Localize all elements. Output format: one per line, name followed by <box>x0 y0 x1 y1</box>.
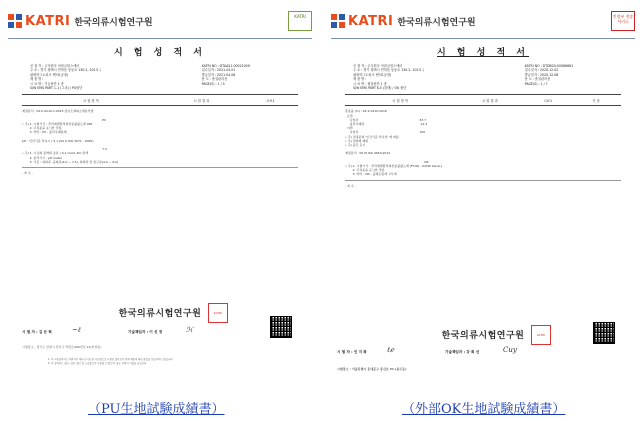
accreditation-badge: 인정부 전송서비스 <box>611 11 635 31</box>
meta-line: 주 소 : 경기 평택시 안하읍 동동로 130-2, 101호 ( <box>30 68 101 73</box>
brand-korean: 한국의류시험연구원 <box>74 17 153 28</box>
meta-line: 발급일자 : 2020.12.08 <box>524 72 559 77</box>
signer-label: 시 험 자 : 인 지 화 <box>337 350 367 354</box>
meta-right-column <box>202 64 290 90</box>
approver-label: 기술책임자 : 강 희 선 <box>445 350 480 354</box>
results-body <box>345 109 621 176</box>
test-location: 시험장소 : 서울특별시 동대문구 홍신로 51 (용두동) <box>337 367 407 371</box>
meta-line: 용 도 : 품질관리용 <box>524 77 551 82</box>
meta-line: 용 도 : 품질관리용 <box>201 77 228 82</box>
result-line: OR <box>345 159 429 164</box>
header-divider <box>8 38 312 39</box>
red-seal-stamp: KATRI <box>531 325 551 345</box>
result-line: 2. 분석기기 : pH meter <box>22 155 63 160</box>
result-line: 재질분석 : KS M ISO 4650:2012 <box>345 151 391 156</box>
col-test-item: 시 험 항 목 <box>83 98 99 103</box>
red-seal-stamp: KATRI <box>208 303 228 323</box>
result-line: 혼용률 (%) : KS K 0210:2016 <box>345 109 387 114</box>
result-line: 2. 주성분을 표시한 것임. <box>22 126 63 131</box>
meta-left-column <box>353 64 478 90</box>
right-document <box>331 6 635 389</box>
result-line: • 주) 1. 시험기기 : 푸리에변환적외선분광광도계 (FT-IR) - KATRI Library <box>345 164 443 169</box>
continue-note: - 계 속 - <box>22 171 33 176</box>
meta-line: 제 품 명 : <box>30 77 44 82</box>
result-line: 표면 <box>345 113 353 118</box>
meta-line: KATRI NO : DTAA21-00021009 <box>201 64 250 68</box>
katri-logo-icon <box>8 14 22 28</box>
right-caption: （外部OK生地試験成績書） <box>402 402 566 417</box>
meta-line: 광평하그노파크 벤처1공장) <box>30 72 69 77</box>
meta-line: 신 청 자 : 주식회사 아라클럽스에어 <box>353 64 403 68</box>
institute-name: 한국의류시험연구원 <box>441 331 525 341</box>
continue-note: - 계 속 - <box>345 183 356 188</box>
approver-label: 기술책임자 : 이 선 정 <box>128 330 163 334</box>
section-divider <box>345 180 621 181</box>
result-line: 나일론 100 <box>345 130 426 135</box>
fine-print-line: 2. 이 성적서는 홍보, 선전, 광고 및 소송용으로 사용될 수 없으며, 용도 이외의 사용을 금합니다. <box>48 361 148 365</box>
result-line: • 주) 결과값의 '인건기준 부속서' 에 따름. <box>345 134 400 139</box>
result-line: 이면 <box>345 126 353 131</box>
result-line: 폴리우레탄 12.3 <box>345 122 428 127</box>
col-sample: 시료1 <box>266 98 275 103</box>
test-location: 시험장소 : 경기도 안양시 만안구 박달로486번길 12(안양동) <box>22 345 102 349</box>
result-line: • 주) 1. 시료의 용액의 총류 ( 0.1 mol/L KCl 용액 <box>22 151 89 156</box>
result-line: 3. 기준 : 내의류, 중의류(4.0 ~ 7.5), 외의류 및 침구류(4.0 ~ 9.0) <box>22 159 119 164</box>
meta-line: 광평하그노파크 벤처1공장) <box>353 72 392 77</box>
approver-signature: Cuy <box>503 346 517 354</box>
meta-block <box>331 64 635 90</box>
meta-line: 주 소 : 경기 평택시 안하읍 동동로 130-2, 101호 ( <box>353 68 424 73</box>
result-line: pH : 인산기준 부속시 ( 5.1 (KS K ISO 3071 : 2005) <box>22 138 94 143</box>
results-header <box>22 94 298 106</box>
results-body <box>22 109 298 164</box>
brand-name: KATRI <box>25 13 71 29</box>
right-header <box>331 6 635 36</box>
col-test-item: 시 험 항 목 <box>392 98 409 103</box>
col-test-result: 시 험 결 과 <box>193 98 210 103</box>
katri-logo-icon <box>331 14 345 28</box>
qr-code <box>270 316 292 338</box>
result-line: 3. 약어 : OR - 올레포린계 고무계 <box>345 172 397 177</box>
results-header <box>345 94 621 106</box>
left-caption: （PU生地試験成績書） <box>88 402 225 417</box>
left-header <box>8 6 312 36</box>
signer-signature: ~ℓ <box>72 326 81 334</box>
document-title: 시 험 성 적 서 <box>436 48 529 58</box>
result-line: 나일론 67.7 <box>345 117 427 122</box>
meta-line: 접수일자 : 2020.12.02 <box>524 68 559 73</box>
qr-code <box>593 322 615 344</box>
meta-line: 접수일자 : 2021.04.01 <box>201 68 236 73</box>
result-line: 7.2 <box>22 147 107 152</box>
result-line: PU <box>22 117 107 122</box>
result-line: • 주) 접착제 제외 <box>345 138 369 143</box>
col-test-result: 시 험 결 과 <box>481 98 498 103</box>
document-title: 시 험 성 적 서 <box>113 48 206 58</box>
result-line: 3. 약어 : PU - 폴리우레탄계 <box>22 130 67 135</box>
signer-signature: ℓℯ <box>387 346 395 354</box>
result-line: • 주) 1. 시험기기 : 푸리에변환적외선분광광도계 ATR <box>22 122 93 127</box>
meta-line: 제 품 명 : <box>353 77 367 82</box>
meta-block <box>8 64 312 90</box>
meta-line: PAGE(S) : 1 / 5 <box>201 81 225 86</box>
meta-line: S/W EMS PART K-5 (블랙) / OK 원단 <box>353 86 407 91</box>
section-divider <box>22 167 298 168</box>
approver-signature: ℋ <box>186 326 193 334</box>
meta-line: 시 료 명 : 기능원단 1 종 <box>30 81 64 86</box>
result-line: 2. 주성분을 표시한 것임. <box>345 168 386 173</box>
col-criteria: 기 준 <box>592 98 600 103</box>
fine-print <box>48 358 278 365</box>
header-divider <box>331 38 635 39</box>
col-sample: 시료1 <box>543 98 553 103</box>
meta-line: KATRI NO : DTDB20-00086661 <box>524 64 574 68</box>
meta-line: PAGE(S) : 1 / 7 <box>524 81 548 86</box>
meta-right-column <box>525 64 613 90</box>
meta-line: 발급일자 : 2021.04.08 <box>201 72 236 77</box>
institute-name: 한국의류시험연구원 <box>118 309 202 319</box>
meta-line: 신 청 자 : 주식회사 아라클럽스에어 <box>30 64 80 68</box>
result-line: • 주) 중건 표시 <box>345 143 366 148</box>
meta-line: S/W EMS PART 1-1 (그리) / PU원단 <box>30 86 83 91</box>
brand-korean: 한국의류시험연구원 <box>397 17 476 28</box>
meta-line: 시 료 명 : 원물원단 1 종 <box>353 81 387 86</box>
signer-label: 시 험 자 : 김 은 혁 <box>22 330 52 334</box>
result-line: 재질분석 : KS K 0210-1:2015 섬유소재의소재분석법 <box>22 109 94 114</box>
left-document <box>8 6 312 389</box>
katri-badge: KATRI <box>288 11 312 31</box>
meta-left-column <box>30 64 155 90</box>
fine-print-line: 1. 이 시험성적서는 의뢰자가 제시한 시료 및 시료명으로 시험한 결과로서 전체 제품에 대한 품질을 보증하지는 않습니다. <box>48 358 174 361</box>
brand-name: KATRI <box>348 13 394 29</box>
